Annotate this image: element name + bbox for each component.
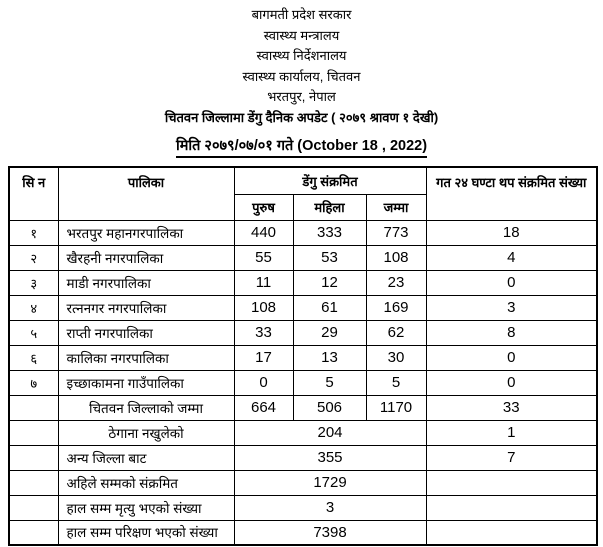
district-total-label: चितवन जिल्लाको जम्मा bbox=[58, 395, 234, 420]
sn-cell-empty bbox=[9, 420, 58, 445]
col-header-female: महिला bbox=[293, 194, 366, 220]
document-header bbox=[0, 0, 603, 158]
sn-cell: ६ bbox=[9, 345, 58, 370]
last24-cell: 18 bbox=[426, 220, 597, 245]
sn-cell: १ bbox=[9, 220, 58, 245]
summary-value: 204 bbox=[234, 420, 426, 445]
summary-row-total-infected bbox=[9, 470, 597, 495]
last24-cell bbox=[426, 495, 597, 520]
summary-row-deaths bbox=[9, 495, 597, 520]
document-title: चितवन जिल्लामा डेंगु दैनिक अपडेट ( २०७९ श्रावण १ देखी) bbox=[164, 109, 439, 125]
col-header-last24: गत २४ घण्टा थप संक्रमित संख्या bbox=[426, 167, 597, 220]
sn-cell: ७ bbox=[9, 370, 58, 395]
male-cell: 664 bbox=[234, 395, 293, 420]
female-cell: 5 bbox=[293, 370, 366, 395]
summary-label: हाल सम्म परिक्षण भएको संख्या bbox=[58, 520, 234, 545]
last24-cell bbox=[426, 520, 597, 545]
last24-cell: 0 bbox=[426, 370, 597, 395]
sn-cell-empty bbox=[9, 470, 58, 495]
municipality-row bbox=[9, 320, 597, 345]
org-line-location: भरतपुर, नेपाल bbox=[267, 89, 336, 104]
summary-value: 3 bbox=[234, 495, 426, 520]
total-cell: 169 bbox=[366, 295, 426, 320]
last24-cell: 33 bbox=[426, 395, 597, 420]
municipality-row bbox=[9, 245, 597, 270]
male-cell: 0 bbox=[234, 370, 293, 395]
last24-cell: 4 bbox=[426, 245, 597, 270]
district-total-row bbox=[9, 395, 597, 420]
last24-cell: 1 bbox=[426, 420, 597, 445]
col-header-palika: पालिका bbox=[58, 167, 234, 220]
last24-cell: 7 bbox=[426, 445, 597, 470]
total-cell: 23 bbox=[366, 270, 426, 295]
total-cell: 108 bbox=[366, 245, 426, 270]
last24-cell: 0 bbox=[426, 270, 597, 295]
male-cell: 33 bbox=[234, 320, 293, 345]
col-header-total: जम्मा bbox=[366, 194, 426, 220]
sn-cell-empty bbox=[9, 445, 58, 470]
org-line-province: बागमती प्रदेश सरकार bbox=[251, 7, 352, 22]
female-cell: 61 bbox=[293, 295, 366, 320]
total-cell: 773 bbox=[366, 220, 426, 245]
female-cell: 29 bbox=[293, 320, 366, 345]
female-cell: 12 bbox=[293, 270, 366, 295]
summary-label: अन्य जिल्ला बाट bbox=[58, 445, 234, 470]
female-cell: 506 bbox=[293, 395, 366, 420]
sn-cell: ३ bbox=[9, 270, 58, 295]
summary-value: 7398 bbox=[234, 520, 426, 545]
palika-cell: रत्ननगर नगरपालिका bbox=[58, 295, 234, 320]
summary-label: अहिले सम्मको संक्रमित bbox=[58, 470, 234, 495]
sn-cell: २ bbox=[9, 245, 58, 270]
summary-row-other-district bbox=[9, 445, 597, 470]
female-cell: 13 bbox=[293, 345, 366, 370]
total-cell: 5 bbox=[366, 370, 426, 395]
org-line-directorate: स्वास्थ्य निर्देशनालय bbox=[256, 48, 347, 63]
total-cell: 30 bbox=[366, 345, 426, 370]
last24-cell bbox=[426, 470, 597, 495]
sn-cell-empty bbox=[9, 520, 58, 545]
municipality-row bbox=[9, 345, 597, 370]
org-line-office: स्वास्थ्य कार्यालय, चितवन bbox=[242, 68, 361, 84]
summary-label: ठेगाना नखुलेको bbox=[58, 420, 234, 445]
male-cell: 108 bbox=[234, 295, 293, 320]
last24-cell: 3 bbox=[426, 295, 597, 320]
palika-cell: भरतपुर महानगरपालिका bbox=[58, 220, 234, 245]
summary-row-tests bbox=[9, 520, 597, 545]
org-line-ministry: स्वास्थ्य मन्त्रालय bbox=[263, 27, 340, 43]
sn-cell: ५ bbox=[9, 320, 58, 345]
table-header-row-1 bbox=[9, 167, 597, 194]
palika-cell: राप्ती नगरपालिका bbox=[58, 320, 234, 345]
sn-cell: ४ bbox=[9, 295, 58, 320]
male-cell: 55 bbox=[234, 245, 293, 270]
palika-cell: माडी नगरपालिका bbox=[58, 270, 234, 295]
report-date: मिति २०७९/०७/०१ गते (October 18 , 2022) bbox=[176, 135, 427, 158]
col-header-male: पुरुष bbox=[234, 194, 293, 220]
total-cell: 1170 bbox=[366, 395, 426, 420]
sn-cell-empty bbox=[9, 495, 58, 520]
male-cell: 440 bbox=[234, 220, 293, 245]
last24-cell: 0 bbox=[426, 345, 597, 370]
female-cell: 333 bbox=[293, 220, 366, 245]
male-cell: 11 bbox=[234, 270, 293, 295]
municipality-row bbox=[9, 220, 597, 245]
dengue-update-table bbox=[8, 166, 598, 546]
summary-value: 1729 bbox=[234, 470, 426, 495]
municipality-row bbox=[9, 370, 597, 395]
municipality-row bbox=[9, 270, 597, 295]
summary-row-address-unknown bbox=[9, 420, 597, 445]
date-line-wrap bbox=[0, 135, 603, 158]
summary-value: 355 bbox=[234, 445, 426, 470]
palika-cell: खैरहनी नगरपालिका bbox=[58, 245, 234, 270]
palika-cell: इच्छाकामना गाउँपालिका bbox=[58, 370, 234, 395]
col-header-dengue-infected: डेंगु संक्रमित bbox=[234, 167, 426, 194]
sn-cell-empty bbox=[9, 395, 58, 420]
last24-cell: 8 bbox=[426, 320, 597, 345]
male-cell: 17 bbox=[234, 345, 293, 370]
col-header-sn: सि न bbox=[9, 167, 58, 220]
palika-cell: कालिका नगरपालिका bbox=[58, 345, 234, 370]
total-cell: 62 bbox=[366, 320, 426, 345]
municipality-row bbox=[9, 295, 597, 320]
summary-label: हाल सम्म मृत्यु भएको संख्या bbox=[58, 495, 234, 520]
female-cell: 53 bbox=[293, 245, 366, 270]
